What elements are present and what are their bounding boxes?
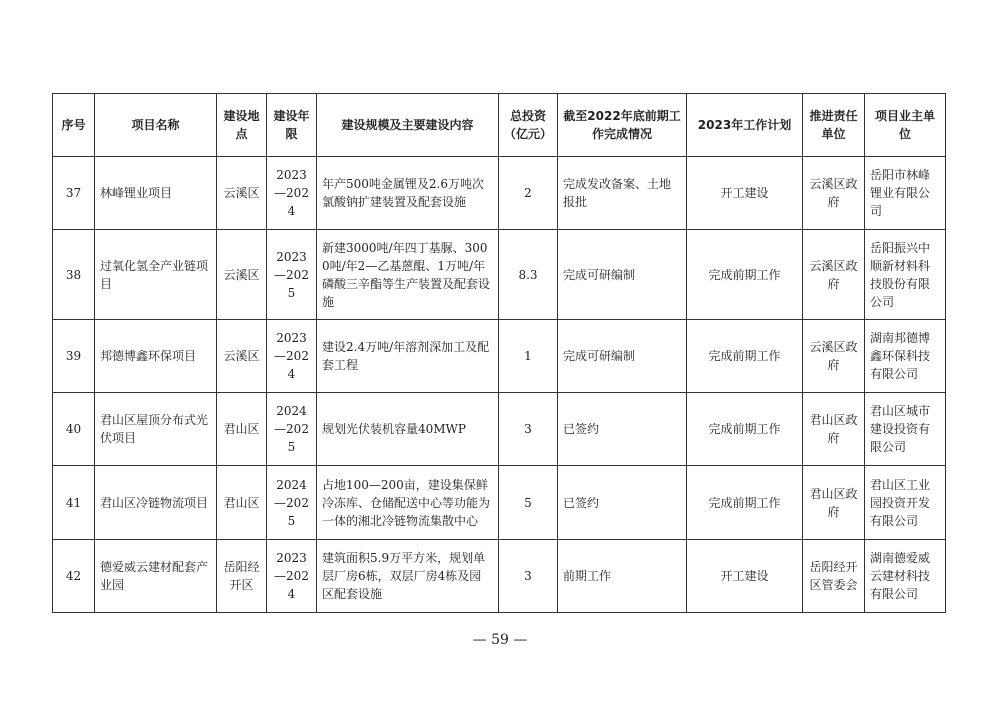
cell-unit: 云溪区政府 [803,157,865,230]
cell-investment: 1 [499,320,558,393]
cell-name: 邦德博鑫环保项目 [95,320,217,393]
cell-plan: 开工建设 [687,157,803,230]
cell-name: 过氧化氢全产业链项目 [95,230,217,320]
table-row [53,230,946,320]
table-header-row [53,94,946,157]
cell-no: 41 [53,466,95,540]
cell-location: 岳阳经开区 [217,540,267,613]
cell-investment: 3 [499,540,558,613]
cell-plan: 完成前期工作 [687,393,803,466]
table-row [53,393,946,466]
cell-progress: 已签约 [558,393,687,466]
cell-progress: 已签约 [558,466,687,540]
cell-progress: 完成发改备案、土地报批 [558,157,687,230]
cell-scope: 占地100—200亩，建设集保鲜冷冻库、仓储配送中心等功能为一体的湘北冷链物流集散中心 [317,466,499,540]
cell-plan: 完成前期工作 [687,466,803,540]
cell-owner: 君山区城市建设投资有限公司 [865,393,946,466]
header-period: 建设年限 [267,94,317,157]
project-table [52,93,946,613]
header-name: 项目名称 [95,94,217,157]
header-location: 建设地点 [217,94,267,157]
cell-scope: 建设2.4万吨/年溶剂深加工及配套工程 [317,320,499,393]
cell-no: 37 [53,157,95,230]
header-unit: 推进责任单位 [803,94,865,157]
cell-name: 君山区冷链物流项目 [95,466,217,540]
cell-owner: 湖南德爱威云建材科技有限公司 [865,540,946,613]
cell-owner: 岳阳市林峰锂业有限公司 [865,157,946,230]
cell-period: 2024—2025 [267,466,317,540]
cell-scope: 新建3000吨/年四丁基脲、3000吨/年2—乙基蒽醌、1万吨/年磷酸三辛酯等生产装置及配套设施 [317,230,499,320]
cell-unit: 云溪区政府 [803,320,865,393]
table-row [53,540,946,613]
cell-period: 2024—2025 [267,393,317,466]
cell-plan: 开工建设 [687,540,803,613]
cell-period: 2023—2024 [267,540,317,613]
cell-plan: 完成前期工作 [687,230,803,320]
cell-name: 君山区屋顶分布式光伏项目 [95,393,217,466]
cell-location: 君山区 [217,466,267,540]
cell-location: 云溪区 [217,230,267,320]
cell-no: 40 [53,393,95,466]
cell-period: 2023—2025 [267,230,317,320]
header-scope: 建设规模及主要建设内容 [317,94,499,157]
table-row [53,320,946,393]
cell-location: 云溪区 [217,320,267,393]
cell-location: 云溪区 [217,157,267,230]
header-no: 序号 [53,94,95,157]
cell-progress: 完成可研编制 [558,320,687,393]
header-investment: 总投资（亿元） [499,94,558,157]
table-row [53,157,946,230]
page-number: — 59 — [472,632,528,648]
cell-scope: 建筑面积5.9万平方米，规划单层厂房6栋，双层厂房4栋及园区配套设施 [317,540,499,613]
cell-owner: 湖南邦德博鑫环保科技有限公司 [865,320,946,393]
cell-progress: 完成可研编制 [558,230,687,320]
cell-owner: 君山区工业园投资开发有限公司 [865,466,946,540]
cell-period: 2023—2024 [267,157,317,230]
cell-progress: 前期工作 [558,540,687,613]
cell-owner: 岳阳振兴中顺新材料科技股份有限公司 [865,230,946,320]
cell-location: 君山区 [217,393,267,466]
header-owner: 项目业主单位 [865,94,946,157]
cell-unit: 岳阳经开区管委会 [803,540,865,613]
cell-unit: 君山区政府 [803,393,865,466]
cell-investment: 2 [499,157,558,230]
header-plan: 2023年工作计划 [687,94,803,157]
cell-unit: 云溪区政府 [803,230,865,320]
cell-scope: 规划光伏装机容量40MWP [317,393,499,466]
cell-period: 2023—2024 [267,320,317,393]
cell-investment: 5 [499,466,558,540]
cell-name: 林峰锂业项目 [95,157,217,230]
cell-no: 42 [53,540,95,613]
table-row [53,466,946,540]
cell-scope: 年产500吨金属锂及2.6万吨次氯酸钠扩建装置及配套设施 [317,157,499,230]
cell-investment: 3 [499,393,558,466]
cell-investment: 8.3 [499,230,558,320]
cell-no: 38 [53,230,95,320]
cell-name: 德爱威云建材配套产业园 [95,540,217,613]
cell-no: 39 [53,320,95,393]
cell-plan: 完成前期工作 [687,320,803,393]
header-progress: 截至2022年底前期工作完成情况 [558,94,687,157]
cell-unit: 君山区政府 [803,466,865,540]
